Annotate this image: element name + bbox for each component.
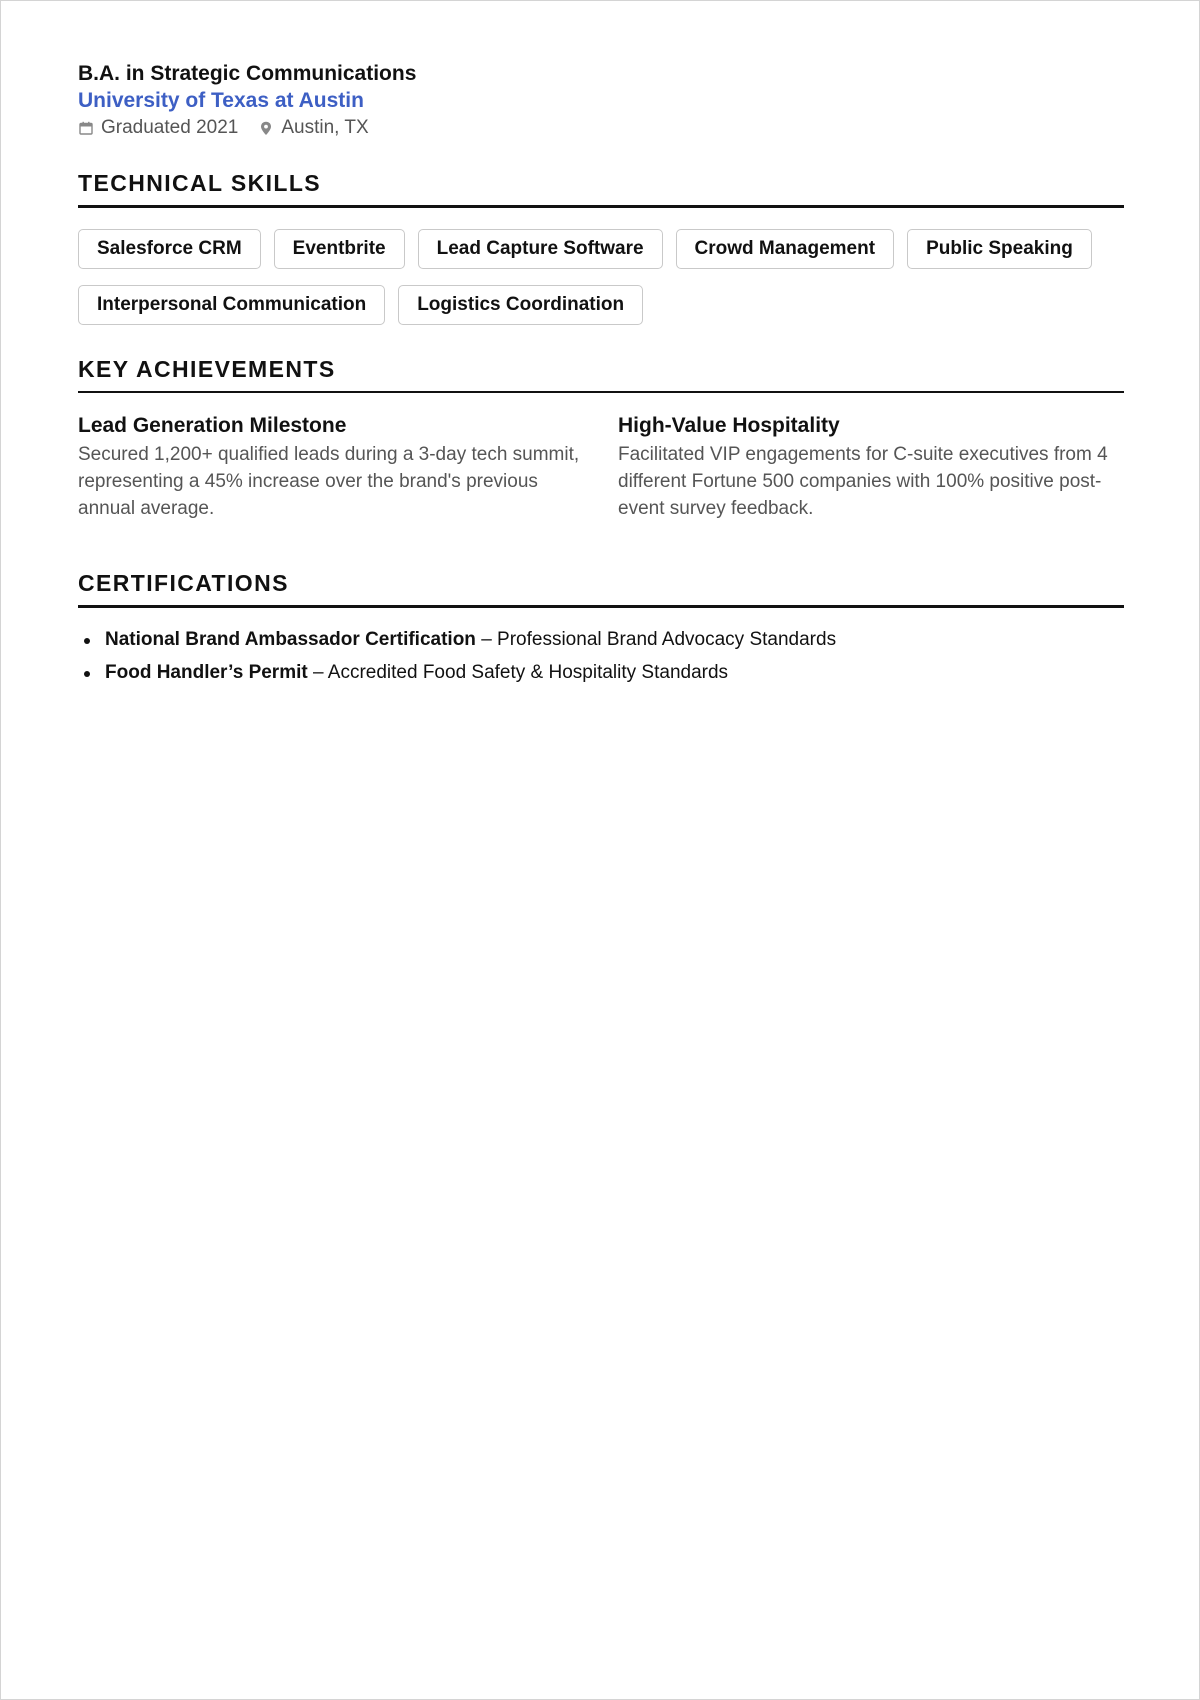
graduation-text: Graduated 2021: [101, 117, 239, 138]
bullet-icon: [84, 638, 90, 644]
achievement-title: Lead Generation Milestone: [78, 414, 347, 437]
certification-name: Food Handler’s Permit: [105, 662, 308, 683]
skill-chip-list: [78, 229, 1124, 325]
achievement-title: High-Value Hospitality: [618, 414, 840, 437]
section-title-achievements: KEY ACHIEVEMENTS: [78, 356, 336, 382]
graduation-date: [78, 116, 238, 140]
achievement-description: Secured 1,200+ qualified leads during a 3-day tech summit, representing a 45% increase over the brand's previous annual average.: [78, 444, 580, 519]
skill-chip: Salesforce CRM: [78, 229, 261, 269]
skill-chip: Public Speaking: [907, 229, 1092, 269]
section-divider: [78, 205, 1124, 208]
resume-content: [78, 61, 1124, 685]
key-achievements-section: [78, 355, 1124, 522]
section-title-skills: TECHNICAL SKILLS: [78, 170, 322, 196]
achievement-grid: [78, 413, 1124, 522]
certification-name: National Brand Ambassador Certification: [105, 629, 476, 650]
certification-detail: – Professional Brand Advocacy Standards: [475, 629, 837, 650]
certification-list: [78, 628, 1124, 685]
certification-detail: – Accredited Food Safety & Hospitality Standards: [307, 662, 729, 683]
education-location: [258, 116, 368, 140]
section-divider: [78, 391, 1124, 393]
school-name: University of Texas at Austin: [78, 89, 364, 112]
education-meta: [78, 116, 1124, 140]
achievement-item: [618, 413, 1124, 522]
technical-skills-section: [78, 169, 1124, 325]
certification-item: [78, 661, 1124, 685]
calendar-icon: [78, 120, 94, 136]
bullet-icon: [84, 671, 90, 677]
skill-chip: Lead Capture Software: [418, 229, 663, 269]
skill-chip: Crowd Management: [676, 229, 895, 269]
education-entry: [78, 61, 1124, 140]
map-pin-icon: [258, 120, 274, 136]
certifications-section: [78, 569, 1124, 685]
achievement-item: [78, 413, 584, 522]
certification-item: [78, 628, 1124, 652]
skill-chip: Interpersonal Communication: [78, 285, 385, 325]
degree-title: B.A. in Strategic Communications: [78, 62, 417, 85]
skill-chip: Logistics Coordination: [398, 285, 643, 325]
section-title-certifications: CERTIFICATIONS: [78, 570, 289, 596]
location-text: Austin, TX: [281, 117, 369, 138]
section-divider: [78, 605, 1124, 608]
achievement-description: Facilitated VIP engagements for C-suite executives from 4 different Fortune 500 companies with 100% positive post-event survey feedback.: [618, 444, 1108, 519]
skill-chip: Eventbrite: [274, 229, 405, 269]
